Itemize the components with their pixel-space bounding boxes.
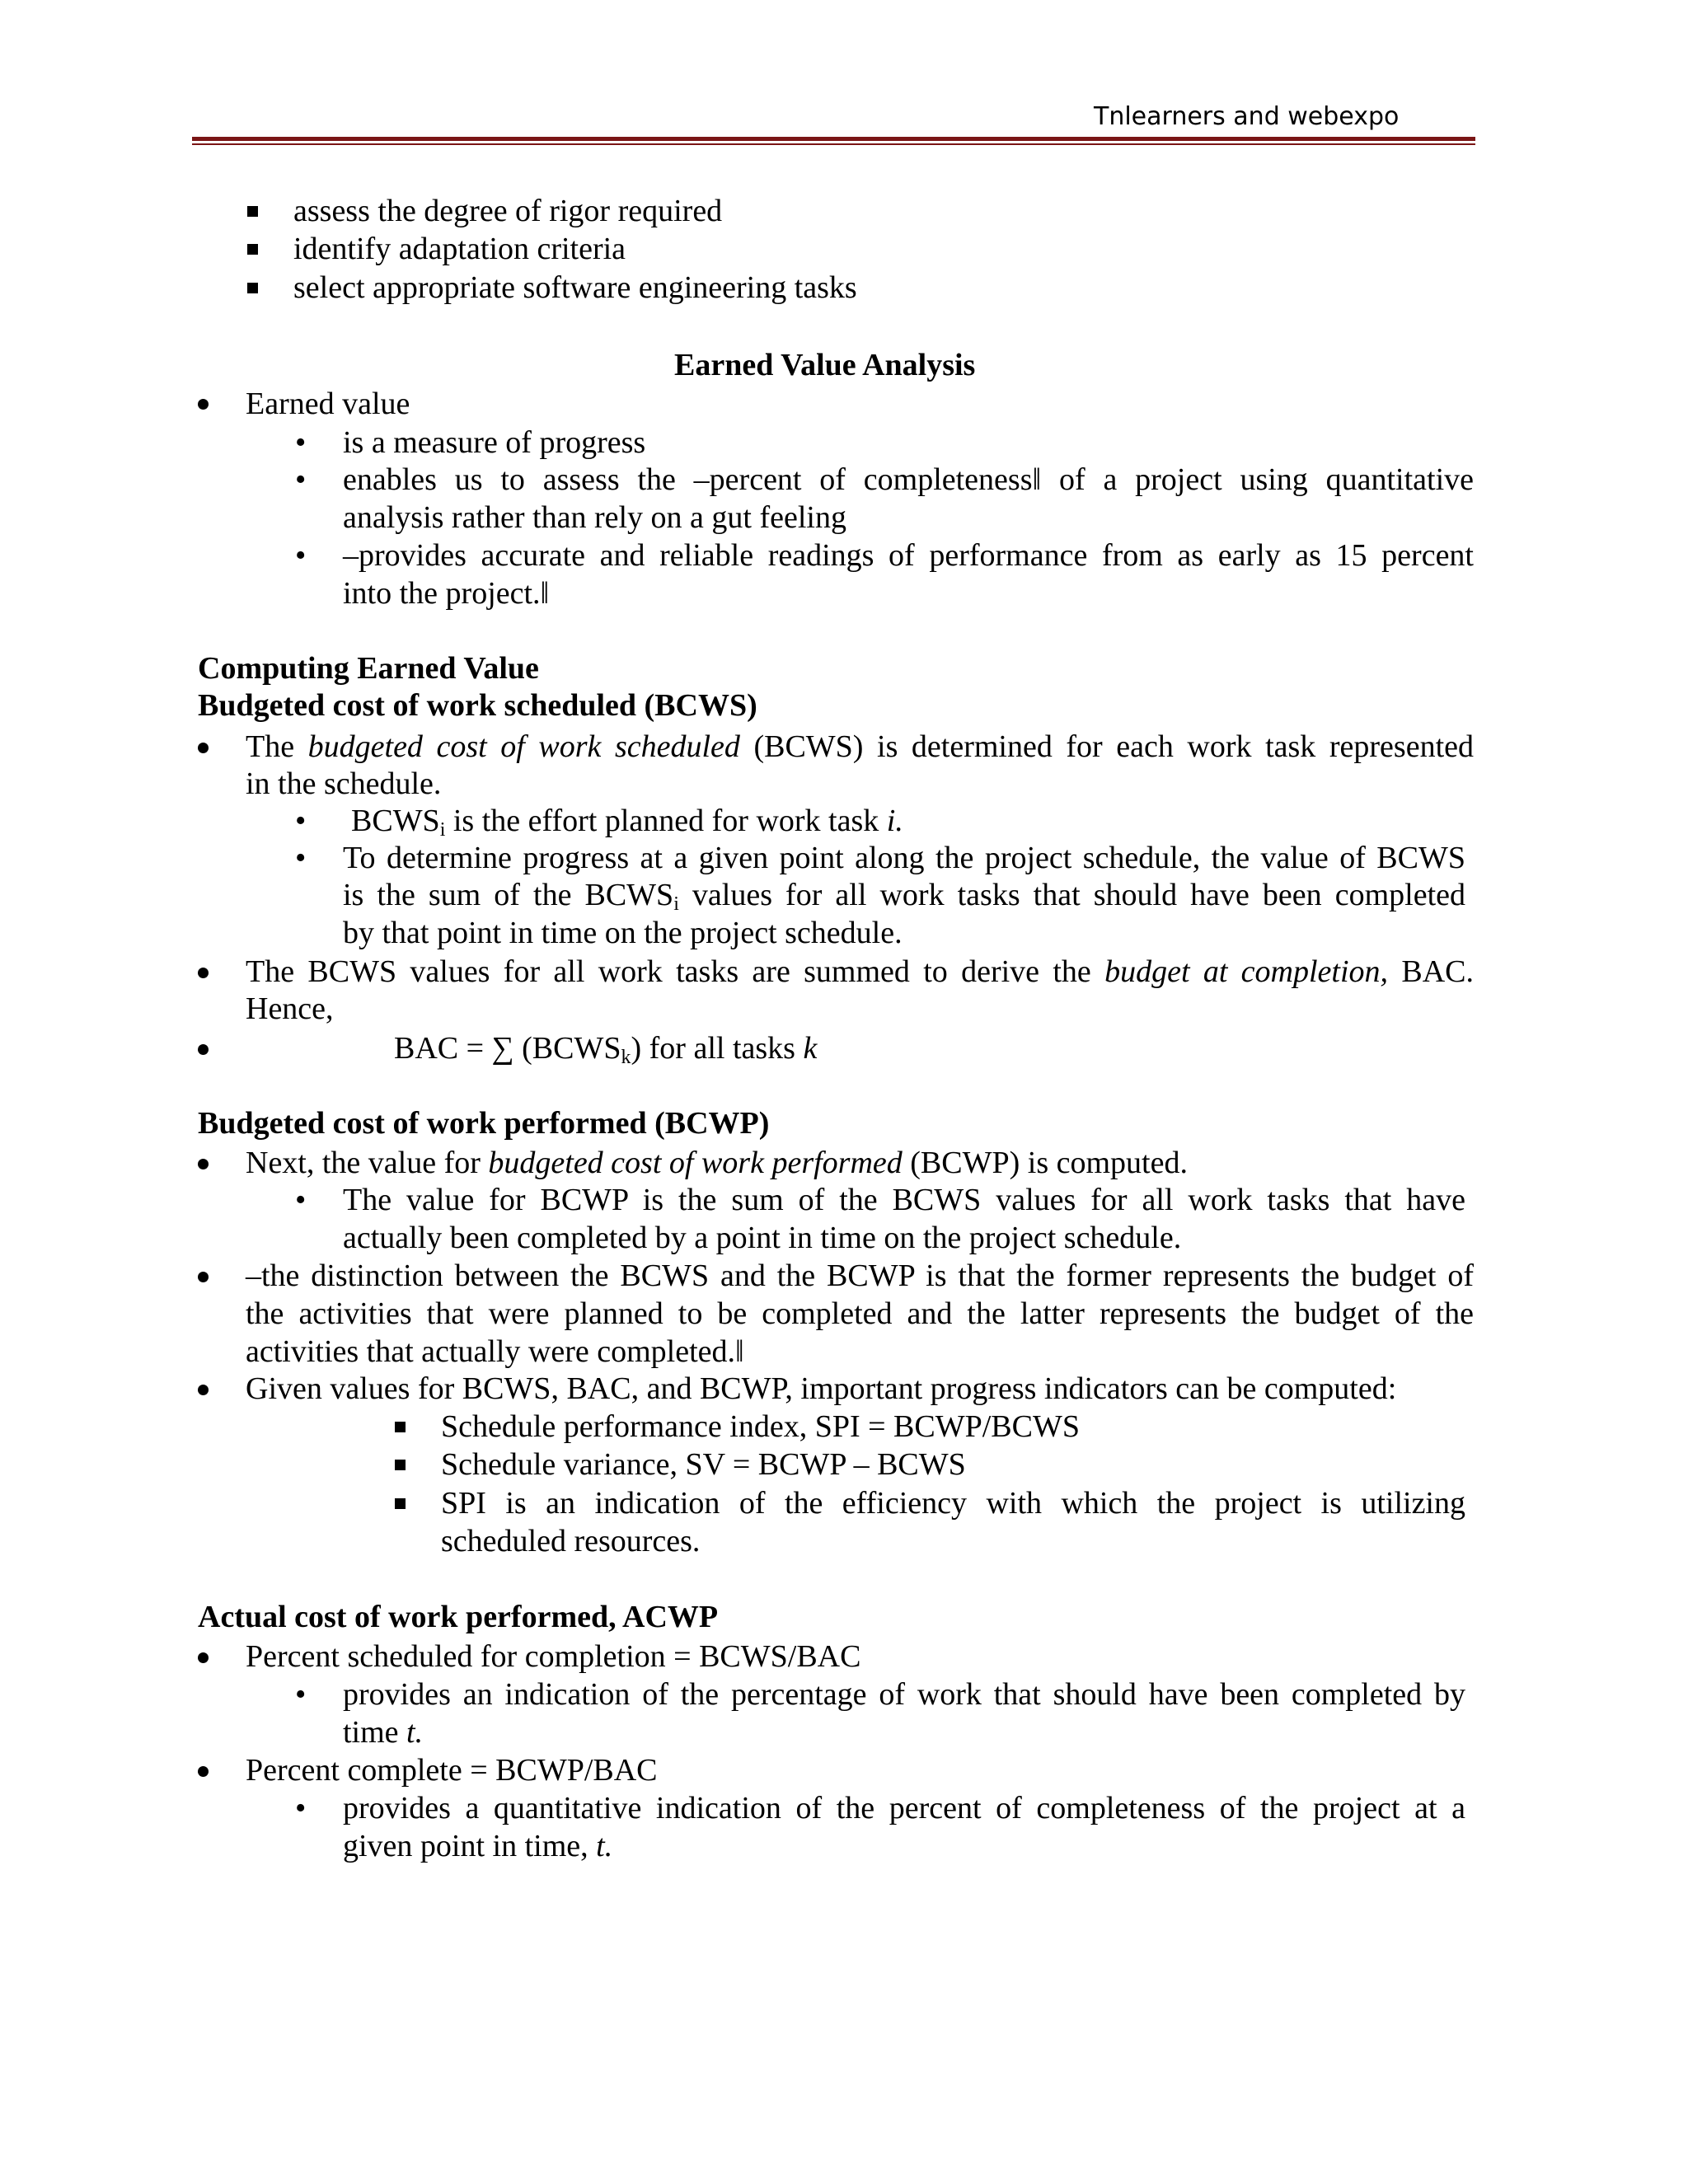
paragraph: The budgeted cost of work scheduled (BCWS) is determined for each work task represented	[246, 729, 1474, 764]
list-item-spi: Schedule performance index, SPI = BCWP/BCWS	[441, 1409, 1080, 1444]
list-item: provides an indication of the percentage of work that should have been completed by	[343, 1677, 1465, 1712]
list-item-continued: into the project.‖	[343, 576, 550, 611]
list-item-continued: analysis rather than rely on a gut feeling	[343, 500, 846, 535]
list-item: SPI is an indication of the efficiency with which the project is utilizing	[441, 1486, 1465, 1521]
list-item-continued: by that point in time on the project schedule.	[343, 916, 903, 950]
bullet-icon	[198, 1272, 209, 1282]
header-rule	[192, 137, 1475, 141]
square-bullet-icon	[395, 1422, 406, 1432]
bullet-icon	[198, 968, 209, 978]
paragraph: The BCWS values for all work tasks are summed to derive the budget at completion, BAC.	[246, 954, 1474, 989]
header-rule-thin	[192, 143, 1475, 145]
list-item: $BCWS_i$ is the effort planned for work task i.	[351, 804, 903, 841]
bullet-icon: •	[295, 1677, 307, 1712]
paragraph: Given values for BCWS, BAC, and BCWP, important progress indicators can be computed:	[246, 1371, 1397, 1406]
square-bullet-icon	[247, 206, 258, 217]
list-item-continued: is the sum of the $BCWS_i$ values for all work tasks that should have been completed	[343, 878, 1465, 915]
list-item-continued: actually been completed by a point in time on the project schedule.	[343, 1221, 1182, 1255]
heading-computing-earned-value: Computing Earned Value	[198, 651, 539, 686]
bullet-icon: •	[295, 1791, 307, 1825]
paragraph-continued: activities that actually were completed.‖	[246, 1334, 744, 1369]
list-item-sv: Schedule variance, SV = BCWP – BCWS	[441, 1447, 966, 1482]
bullet-icon: •	[295, 841, 307, 875]
paragraph-continued: in the schedule.	[246, 766, 442, 801]
square-bullet-icon	[395, 1498, 406, 1509]
page-header: Tnlearners and webexpo	[1094, 102, 1400, 131]
list-item: To determine progress at a given point along the project schedule, the value of BCWS	[343, 841, 1465, 875]
bullet-icon	[198, 399, 209, 410]
bullet-icon	[198, 1159, 209, 1169]
list-item: assess the degree of rigor required	[293, 194, 723, 228]
bullet-icon: •	[295, 1183, 307, 1217]
heading-bcwp: Budgeted cost of work performed (BCWP)	[198, 1106, 770, 1141]
formula-bac: BAC = ∑ $(BCWS_k)$ for all tasks k	[394, 1031, 818, 1068]
bullet-icon	[198, 1044, 209, 1055]
bullet-icon	[198, 1385, 209, 1395]
bullet-icon: •	[295, 804, 307, 838]
square-bullet-icon	[247, 244, 258, 255]
bullet-icon	[198, 743, 209, 753]
section-title: Earned Value Analysis	[674, 348, 976, 382]
bullet-icon: •	[295, 462, 307, 497]
heading-acwp: Actual cost of work performed, ACWP	[198, 1600, 719, 1634]
list-item: identify adaptation criteria	[293, 232, 626, 266]
bullet-icon	[198, 1766, 209, 1777]
list-item: select appropriate software engineering tasks	[293, 270, 857, 305]
heading-bcws: Budgeted cost of work scheduled (BCWS)	[198, 688, 757, 723]
list-item: –provides accurate and reliable readings of performance from as early as 15 percent	[343, 538, 1474, 573]
paragraph-continued: Hence,	[246, 991, 334, 1026]
list-item: is a measure of progress	[343, 425, 646, 460]
paragraph-continued: the activities that were planned to be completed and the latter represents the budget of the	[246, 1296, 1474, 1331]
bullet-icon	[198, 1652, 209, 1663]
square-bullet-icon	[395, 1460, 406, 1470]
bullet-icon: •	[295, 425, 307, 460]
paragraph: –the distinction between the BCWS and the BCWP is that the former represents the budget of	[246, 1258, 1474, 1293]
list-item-continued: given point in time, t.	[343, 1829, 613, 1863]
paragraph: Next, the value for budgeted cost of work performed (BCWP) is computed.	[246, 1146, 1188, 1180]
list-item: provides a quantitative indication of the percent of completeness of the project at a	[343, 1791, 1465, 1825]
list-item: The value for BCWP is the sum of the BCWS values for all work tasks that have	[343, 1183, 1465, 1217]
list-item-continued: scheduled resources.	[441, 1524, 701, 1558]
paragraph: Percent scheduled for completion = BCWS/BAC	[246, 1639, 861, 1674]
square-bullet-icon	[247, 283, 258, 293]
list-item-continued: time t.	[343, 1715, 424, 1750]
paragraph: Percent complete = BCWP/BAC	[246, 1753, 658, 1788]
bullet-icon: •	[295, 538, 307, 573]
list-item-earned-value: Earned value	[246, 387, 410, 421]
list-item: enables us to assess the –percent of completeness‖ of a project using quantitative	[343, 462, 1474, 497]
